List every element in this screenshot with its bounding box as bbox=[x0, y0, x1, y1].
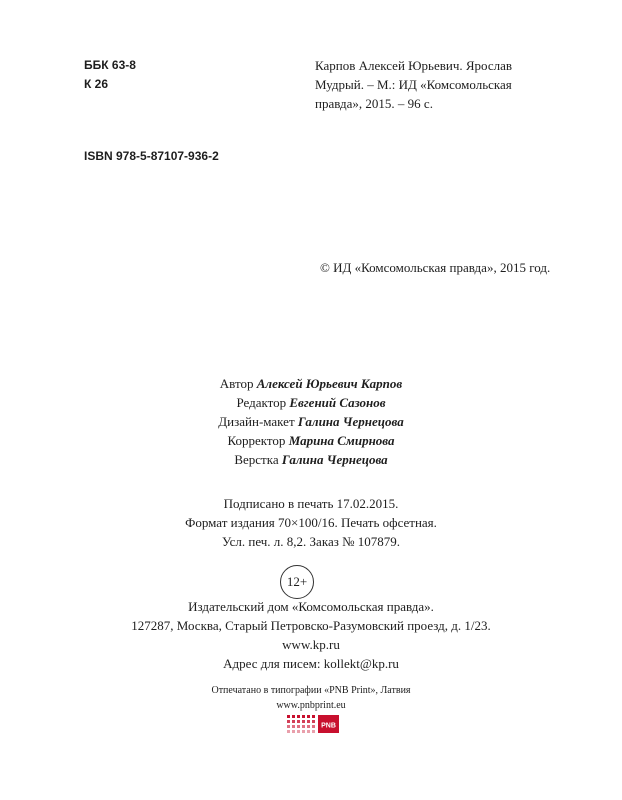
credit-role: Автор bbox=[219, 376, 254, 391]
publisher-website: www.kp.ru bbox=[282, 637, 340, 652]
reference-line: правда», 2015. – 96 с. bbox=[315, 96, 433, 111]
credit-name: Галина Чернецова bbox=[281, 452, 388, 467]
publisher-email: Адрес для писем: kollekt@kp.ru bbox=[223, 656, 399, 671]
publisher-line: Издательский дом «Комсомольская правда». bbox=[188, 599, 434, 614]
credit-name: Алексей Юрьевич Карпов bbox=[256, 376, 403, 391]
reference-line: Карпов Алексей Юрьевич. Ярослав bbox=[315, 58, 513, 73]
printer-info bbox=[0, 683, 622, 713]
print-info bbox=[0, 494, 622, 551]
credit-design bbox=[0, 412, 622, 431]
credit-role: Корректор bbox=[227, 433, 286, 448]
print-info-line: Формат издания 70×100/16. Печать офсетная. bbox=[185, 515, 437, 530]
author-mark: К 26 bbox=[84, 77, 109, 91]
print-info-line: Подписано в печать 17.02.2015. bbox=[223, 496, 399, 511]
reference-line: Мудрый. – М.: ИД «Комсомольская bbox=[315, 77, 512, 92]
printer-line: Отпечатано в типографии «PNB Print», Латвия bbox=[211, 685, 411, 696]
credit-name: Галина Чернецова bbox=[297, 414, 404, 429]
credit-author bbox=[0, 374, 622, 393]
credit-name: Евгений Сазонов bbox=[289, 395, 386, 410]
credit-proofreader bbox=[0, 431, 622, 450]
logo-text: PNB bbox=[321, 722, 336, 730]
credit-editor bbox=[0, 393, 622, 412]
credit-role: Редактор bbox=[236, 395, 287, 410]
bibliographic-reference bbox=[315, 56, 555, 113]
credits-block bbox=[0, 374, 622, 469]
age-rating-badge: 12+ bbox=[280, 565, 314, 599]
credit-name: Марина Смирнова bbox=[288, 433, 395, 448]
credit-role: Верстка bbox=[234, 452, 279, 467]
pnb-print-logo-icon bbox=[285, 712, 341, 736]
publisher-line: 127287, Москва, Старый Петровско-Разумовский проезд, д. 1/23. bbox=[131, 618, 491, 633]
credit-layout bbox=[0, 450, 622, 469]
print-info-line: Усл. печ. л. 8,2. Заказ № 107879. bbox=[221, 534, 401, 549]
publisher-info bbox=[0, 597, 622, 673]
printer-website: www.pnbprint.eu bbox=[276, 700, 346, 711]
bbk-code: ББК 63-8 bbox=[84, 58, 136, 72]
credit-role: Дизайн-макет bbox=[218, 414, 295, 429]
isbn: ISBN 978-5-87107-936-2 bbox=[84, 149, 219, 163]
copyright-notice: © ИД «Комсомольская правда», 2015 год. bbox=[320, 260, 551, 275]
